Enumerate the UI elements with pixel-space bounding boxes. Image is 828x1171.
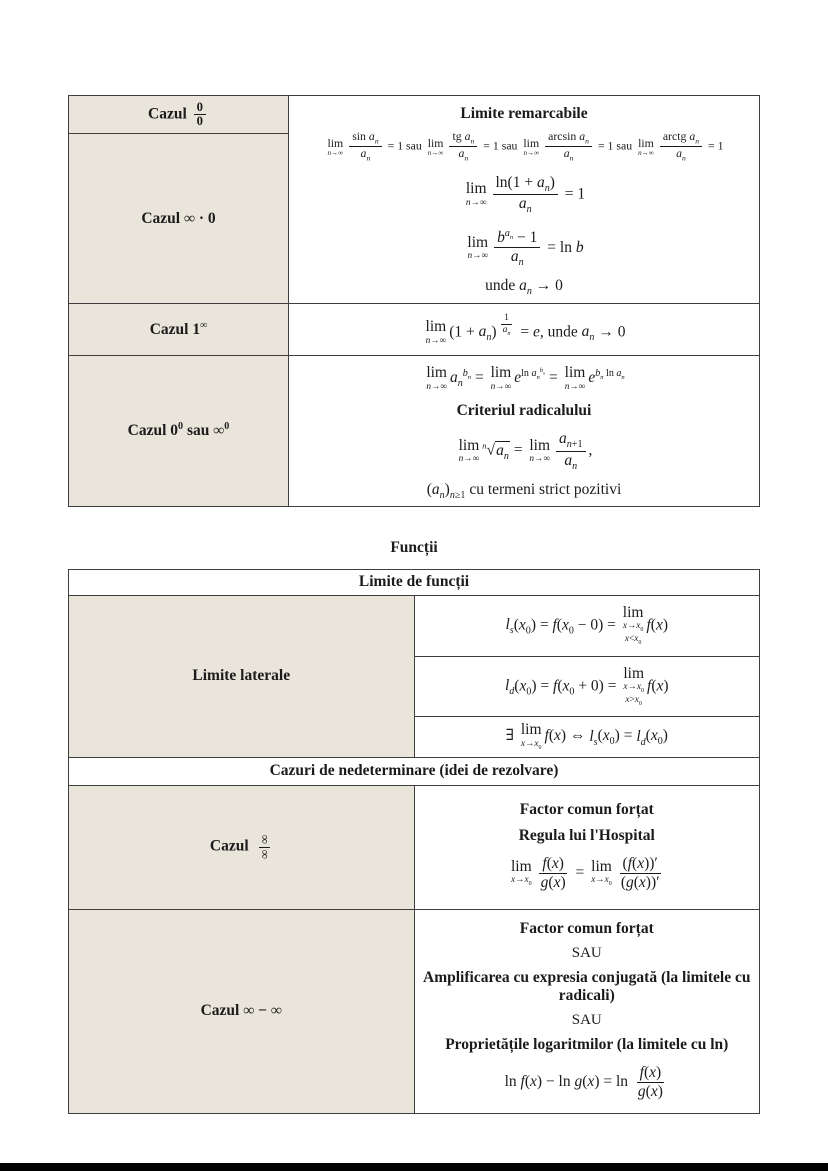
e-limit-cell [289,304,760,356]
remarkable-limits-cell [289,96,760,304]
formula-power-limit: lim n→∞ $a_n^{b_n}$ = lim n→∞ $e^{ln a_n^{b_n}}$ = lim n→∞ $e^{b_n ln a_n}$ [426,364,625,392]
left-limit-cell [414,595,760,656]
function-limits-header: Limite de funcții [69,569,760,595]
case-label-inf-over-inf: Cazul ∞ ∞ [69,785,415,909]
table-row [69,757,760,785]
function-limits-table [68,569,760,1114]
radical-criterion-cell [289,356,760,506]
radical-criterion-title: Criteriul radicalului [456,402,592,420]
case-label-0-over-0: Cazul $\frac{0}{0}$ [69,96,289,134]
sau-separator-2: SAU [571,1011,602,1028]
remarkable-limits-table [68,95,760,507]
formula-left-limit: $l_s(x_0) = f(x_0 - 0)$ = lim $x\to x_0$ $x<x_0$ f(x) [505,603,668,646]
lateral-limits-label: Limite laterale [69,595,415,757]
logarithm-properties-line: Proprietățile logaritmilor (la limitele cu ln) [445,1035,729,1053]
formula-exp-limit: lim n→∞ $b^{a_n} - 1$ $a_n$ = ln b [467,227,584,269]
formula-radical-criterion: lim n→∞ $^n√a_n$ = lim n→∞ $\frac{a_{n+1}}{a_n}$ , [458,430,593,473]
formula-an-condition: unde $a_n \to 0$ [485,276,563,297]
formula-log-difference: ln f(x) − ln g(x) = ln $\frac{f(x)}{g(x)}$ [504,1063,663,1100]
case-label-0-pow-0: Cazul $0^0$ sau ∞$^0$ [69,356,289,506]
table-row [69,356,760,506]
limit-existence-cell [414,717,760,757]
common-factor-line: Factor comun forțat [519,800,654,818]
table-row [69,96,760,134]
formula-ln-limit: lim n→∞ $\frac{\ln(1 + a_n)}{a_n}$ = 1 [465,173,586,216]
inf-minus-inf-cell [414,909,760,1113]
right-limit-cell [414,656,760,717]
formula-right-limit: $l_d(x_0) = f(x_0 + 0)$ = lim $x\to x_0$ $x>x_0$ f(x) [504,664,669,707]
case-label-1-pow-inf: Cazul 1∞ [69,304,289,356]
conjugate-amplification-line: Amplificarea cu expresia conjugată (la limitele cu radicali) [423,968,751,1004]
table-row [69,785,760,909]
table-row [69,909,760,1113]
case-label-inf-minus-inf: Cazul ∞ − ∞ [69,909,415,1113]
hospital-rule-title: Regula lui l'Hospital [518,826,655,844]
common-factor-line-2: Factor comun forțat [519,919,654,937]
table-row [69,595,760,656]
scan-edge-artifact [0,1163,828,1171]
formula-limit-existence: ∃ lim $x\to x_0$ f(x) ⇔ $l_s(x_0) = l_d(x_0)$ [505,721,668,751]
hospital-rule-cell [414,785,760,909]
formula-hospital-rule: lim $x\to x_0$ $\frac{f(x)}{g(x)}$ = lim $x\to x_0$ $\frac{(f(x))'}{(g(x))'}$ [510,854,660,891]
sau-separator-1: SAU [571,944,602,961]
case-label-inf-times-0: Cazul ∞ · 0 [69,134,289,304]
indeterminate-cases-header: Cazuri de nedeterminare (idei de rezolvare) [69,757,760,785]
functions-section-title: Funcții [390,538,438,556]
formula-e-limit: lim n→∞ $(1 + a_n)$ $^{\frac{1}{a_n}}$ = e, unde $a_n \to 0$ [425,312,626,346]
formula-trig-limits: lim n→∞ $\frac{\sin a_n}{a_n}$ = 1 sau lim n→∞ $\frac{tg a_n}{a_n}$ = 1 sau lim n→∞ $\frac{\arcsin a_n}{a_n}$ = 1 sau lim n→∞ arctg $a_n$ $a_n$ = 1 [327,129,724,163]
formula-positive-terms: $(a_n)_{n\ge 1}$ cu termeni strict pozitivi [426,480,622,501]
table-row [69,304,760,356]
page-content [68,95,760,1114]
remarkable-limits-title: Limite remarcabile [460,105,588,123]
table-row [69,569,760,595]
